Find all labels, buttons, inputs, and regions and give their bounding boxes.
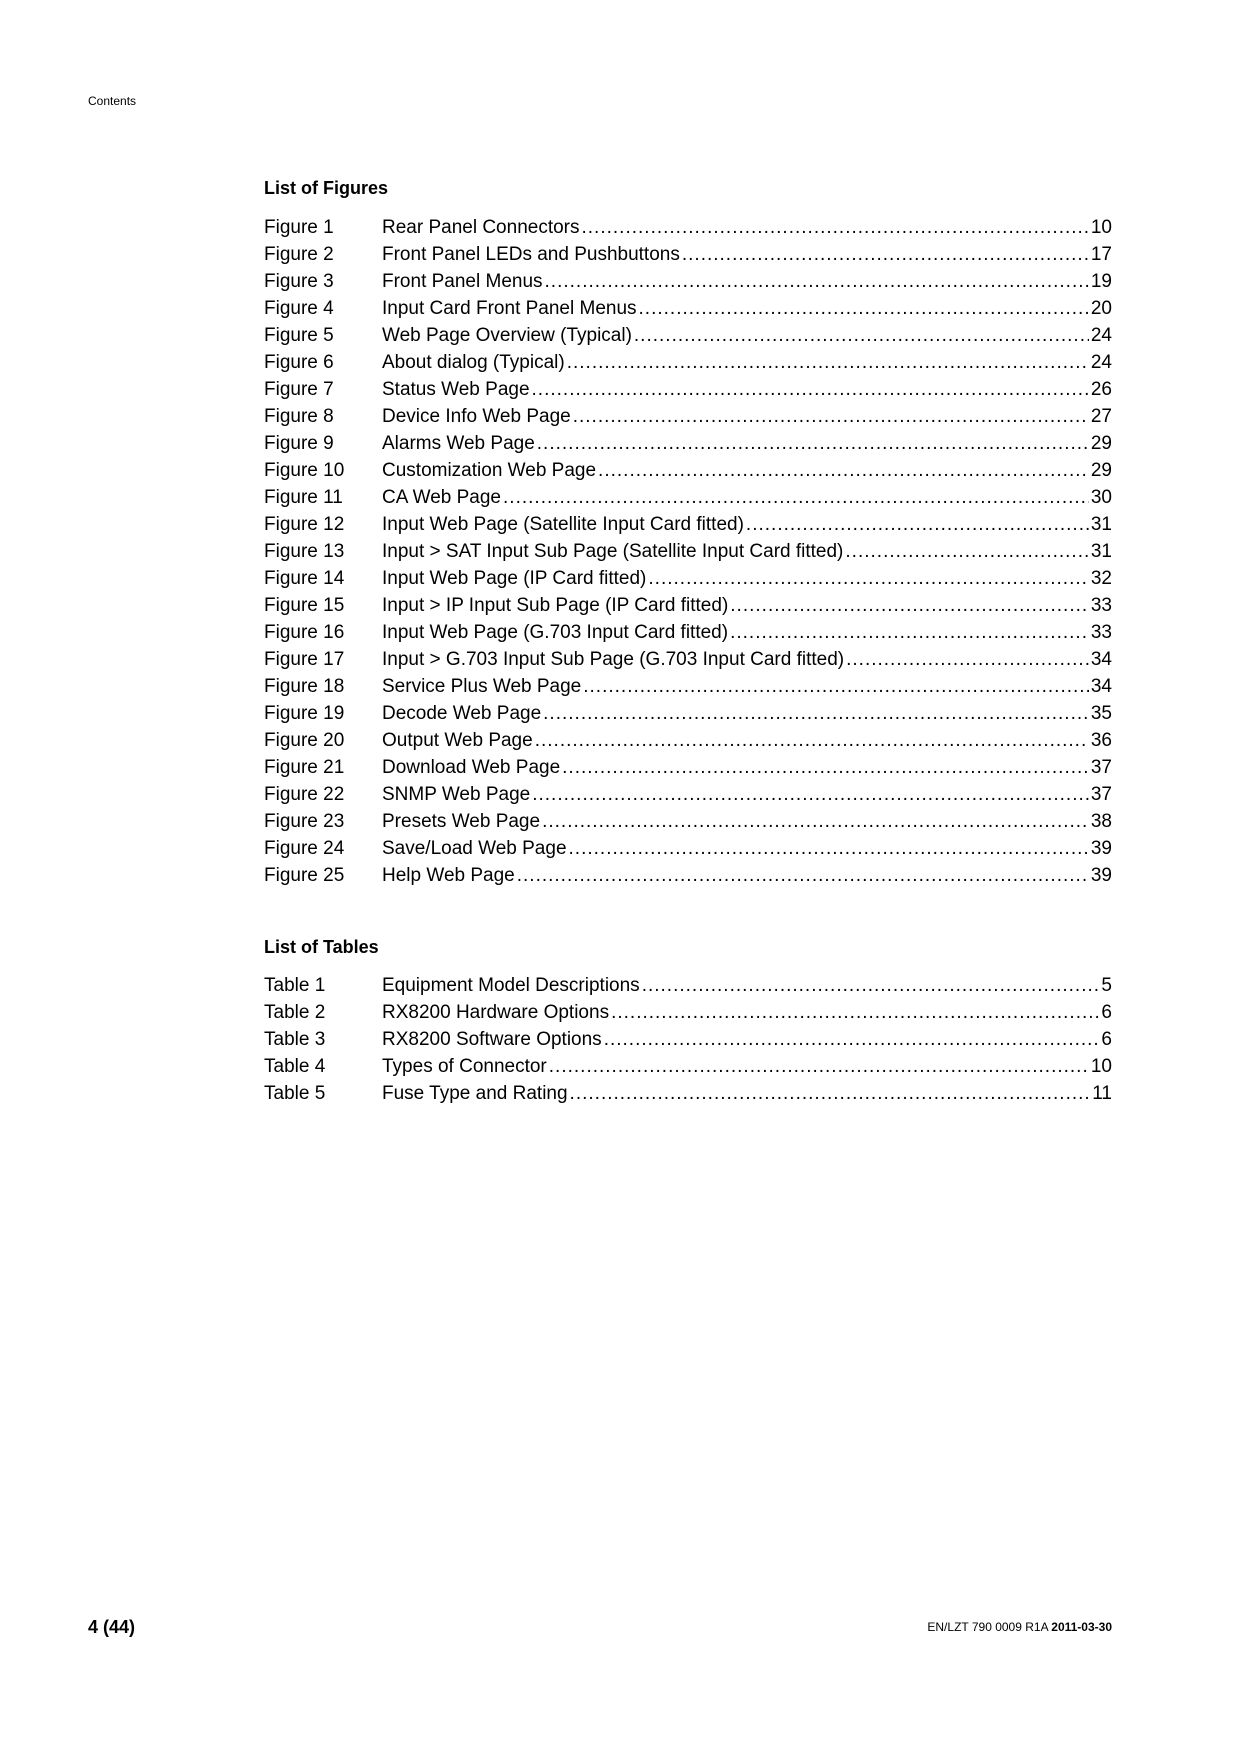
table-entry-number: Table 5	[264, 1083, 326, 1104]
figure-entry-title: Decode Web Page	[382, 703, 542, 724]
figure-entry-number: Figure 8	[264, 406, 334, 427]
figure-entry-title: Input > G.703 Input Sub Page (G.703 Input Card fitted)	[382, 649, 845, 670]
dot-leader	[730, 592, 1089, 619]
figure-entry[interactable]	[264, 781, 1112, 808]
figure-entry[interactable]	[264, 403, 1112, 430]
figure-entry-page: 27	[1090, 406, 1112, 427]
figure-entry[interactable]	[264, 700, 1112, 727]
dot-leader	[634, 322, 1089, 349]
dot-leader	[535, 727, 1089, 754]
dot-leader	[730, 619, 1089, 646]
figure-entry[interactable]	[264, 268, 1112, 295]
figure-entry-number: Figure 11	[264, 487, 343, 508]
figure-entry-title: Customization Web Page	[382, 460, 597, 481]
dot-leader	[542, 808, 1089, 835]
table-entry-number: Table 1	[264, 975, 326, 996]
figure-entry-page: 19	[1090, 271, 1112, 292]
figure-entry-page: 36	[1090, 730, 1112, 751]
figure-entry[interactable]	[264, 430, 1112, 457]
dot-leader	[611, 999, 1099, 1026]
dot-leader	[549, 1053, 1089, 1080]
figure-entry[interactable]	[264, 835, 1112, 862]
dot-leader	[569, 835, 1089, 862]
figure-entry-page: 26	[1090, 379, 1112, 400]
dot-leader	[503, 484, 1089, 511]
dot-leader	[639, 295, 1089, 322]
figure-entry[interactable]	[264, 214, 1112, 241]
figure-entry-number: Figure 23	[264, 811, 345, 832]
dot-leader	[846, 646, 1089, 673]
figure-entry-page: 30	[1090, 487, 1112, 508]
figure-entry-number: Figure 21	[264, 757, 345, 778]
figure-entry-title: Device Info Web Page	[382, 406, 571, 427]
figure-entry-page: 31	[1090, 514, 1112, 535]
table-entry-title: Equipment Model Descriptions	[382, 975, 640, 996]
figure-entry-number: Figure 10	[264, 460, 345, 481]
figure-entry-title: Presets Web Page	[382, 811, 541, 832]
figure-entry-number: Figure 14	[264, 568, 345, 589]
figure-entry[interactable]	[264, 538, 1112, 565]
dot-leader	[532, 781, 1089, 808]
figure-entry-page: 33	[1090, 622, 1112, 643]
figure-entry-number: Figure 5	[264, 325, 334, 346]
table-entry-title: Fuse Type and Rating	[382, 1083, 568, 1104]
figure-entry-title: SNMP Web Page	[382, 784, 531, 805]
figure-entry-title: Front Panel Menus	[382, 271, 543, 292]
table-entry-page: 6	[1101, 1002, 1112, 1023]
figure-entry-title: Input Web Page (IP Card fitted)	[382, 568, 647, 589]
tables-list	[264, 972, 1112, 1107]
table-entry-page: 5	[1101, 975, 1112, 996]
dot-leader	[598, 457, 1089, 484]
figure-entry-page: 17	[1090, 244, 1112, 265]
figure-entry-page: 29	[1090, 460, 1112, 481]
figure-entry-number: Figure 4	[264, 298, 334, 319]
dot-leader	[545, 268, 1089, 295]
figure-entry[interactable]	[264, 457, 1112, 484]
figure-entry-title: About dialog (Typical)	[382, 352, 565, 373]
figure-entry-number: Figure 3	[264, 271, 334, 292]
figure-entry-page: 20	[1090, 298, 1112, 319]
figure-entry[interactable]	[264, 484, 1112, 511]
table-entry[interactable]	[264, 972, 1112, 999]
dot-leader	[582, 214, 1089, 241]
figure-entry-number: Figure 6	[264, 352, 334, 373]
figure-entry-page: 31	[1090, 541, 1112, 562]
figure-entry[interactable]	[264, 565, 1112, 592]
figure-entry[interactable]	[264, 322, 1112, 349]
figure-entry-number: Figure 20	[264, 730, 345, 751]
page-number: 4 (44)	[88, 1617, 136, 1637]
figure-entry-page: 35	[1090, 703, 1112, 724]
figure-entry-title: CA Web Page	[382, 487, 502, 508]
dot-leader	[573, 403, 1089, 430]
table-entry-number: Table 3	[264, 1029, 326, 1050]
figures-list	[264, 214, 1112, 889]
figure-entry-title: Alarms Web Page	[382, 433, 535, 454]
dot-leader	[517, 862, 1089, 889]
dot-leader	[604, 1026, 1100, 1053]
figure-entry-title: Output Web Page	[382, 730, 533, 751]
figure-entry-title: Rear Panel Connectors	[382, 217, 580, 238]
figure-entry-number: Figure 1	[264, 217, 334, 238]
figure-entry-title: Status Web Page	[382, 379, 530, 400]
dot-leader	[570, 1080, 1091, 1107]
figure-entry-number: Figure 2	[264, 244, 334, 265]
figure-entry[interactable]	[264, 727, 1112, 754]
figure-entry[interactable]	[264, 349, 1112, 376]
figure-entry-number: Figure 13	[264, 541, 345, 562]
table-entry-number: Table 2	[264, 1002, 326, 1023]
dot-leader	[648, 565, 1088, 592]
list-of-tables-heading: List of Tables	[264, 937, 379, 957]
dot-leader	[537, 430, 1089, 457]
figure-entry-title: Input > SAT Input Sub Page (Satellite Input Card fitted)	[382, 541, 844, 562]
document-date: 2011-03-30	[1051, 1620, 1112, 1634]
figure-entry-page: 37	[1090, 784, 1112, 805]
dot-leader	[562, 754, 1089, 781]
figure-entry[interactable]	[264, 241, 1112, 268]
table-entry[interactable]	[264, 1026, 1112, 1053]
figure-entry-title: Web Page Overview (Typical)	[382, 325, 632, 346]
figure-entry-page: 34	[1090, 676, 1112, 697]
dot-leader	[845, 538, 1088, 565]
figure-entry-title: Save/Load Web Page	[382, 838, 567, 859]
figure-entry-number: Figure 19	[264, 703, 345, 724]
figure-entry-page: 32	[1090, 568, 1112, 589]
figure-entry-page: 24	[1090, 325, 1112, 346]
figure-entry-title: Front Panel LEDs and Pushbuttons	[382, 244, 680, 265]
dot-leader	[682, 241, 1089, 268]
table-entry-page: 6	[1101, 1029, 1112, 1050]
table-entry[interactable]	[264, 999, 1112, 1026]
figure-entry-title: Download Web Page	[382, 757, 561, 778]
figure-entry[interactable]	[264, 592, 1112, 619]
figure-entry-number: Figure 25	[264, 865, 345, 886]
document-reference	[927, 1620, 1112, 1634]
figure-entry-number: Figure 24	[264, 838, 345, 859]
figure-entry[interactable]	[264, 673, 1112, 700]
figure-entry-number: Figure 7	[264, 379, 334, 400]
figure-entry-number: Figure 12	[264, 514, 345, 535]
figure-entry-page: 24	[1090, 352, 1112, 373]
table-entry-title: RX8200 Hardware Options	[382, 1002, 610, 1023]
figure-entry-page: 33	[1090, 595, 1112, 616]
table-entry-title: Types of Connector	[382, 1056, 547, 1077]
figure-entry-title: Input Web Page (Satellite Input Card fitted)	[382, 514, 744, 535]
table-entry-number: Table 4	[264, 1056, 326, 1077]
figure-entry-number: Figure 17	[264, 649, 345, 670]
dot-leader	[746, 511, 1089, 538]
figure-entry[interactable]	[264, 646, 1112, 673]
figure-entry-page: 10	[1090, 217, 1112, 238]
dot-leader	[543, 700, 1089, 727]
figure-entry-number: Figure 22	[264, 784, 345, 805]
table-entry[interactable]	[264, 1053, 1112, 1080]
figure-entry[interactable]	[264, 862, 1112, 889]
figure-entry-number: Figure 15	[264, 595, 345, 616]
figure-entry-page: 29	[1090, 433, 1112, 454]
dot-leader	[532, 376, 1089, 403]
figure-entry[interactable]	[264, 619, 1112, 646]
figure-entry-title: Help Web Page	[382, 865, 515, 886]
table-entry-title: RX8200 Software Options	[382, 1029, 602, 1050]
figure-entry-number: Figure 16	[264, 622, 345, 643]
dot-leader	[567, 349, 1089, 376]
dot-leader	[642, 972, 1100, 999]
figure-entry-title: Input Card Front Panel Menus	[382, 298, 637, 319]
table-entry-page: 11	[1092, 1083, 1112, 1104]
figure-entry[interactable]	[264, 511, 1112, 538]
figure-entry-title: Input > IP Input Sub Page (IP Card fitted)	[382, 595, 729, 616]
table-entry[interactable]	[264, 1080, 1112, 1107]
figure-entry-number: Figure 9	[264, 433, 334, 454]
running-header: Contents	[88, 94, 137, 108]
dot-leader	[583, 673, 1089, 700]
list-of-figures-heading: List of Figures	[264, 178, 389, 198]
figure-entry-number: Figure 18	[264, 676, 345, 697]
figure-entry-title: Input Web Page (G.703 Input Card fitted)	[382, 622, 729, 643]
figure-entry-page: 39	[1090, 838, 1112, 859]
figure-entry[interactable]	[264, 295, 1112, 322]
figure-entry[interactable]	[264, 808, 1112, 835]
figure-entry-title: Service Plus Web Page	[382, 676, 582, 697]
figure-entry-page: 38	[1090, 811, 1112, 832]
table-entry-page: 10	[1090, 1056, 1112, 1077]
figure-entry[interactable]	[264, 376, 1112, 403]
figure-entry-page: 39	[1090, 865, 1112, 886]
figure-entry-page: 34	[1090, 649, 1112, 670]
figure-entry[interactable]	[264, 754, 1112, 781]
document-number: EN/LZT 790 0009 R1A	[927, 1620, 1048, 1634]
figure-entry-page: 37	[1090, 757, 1112, 778]
